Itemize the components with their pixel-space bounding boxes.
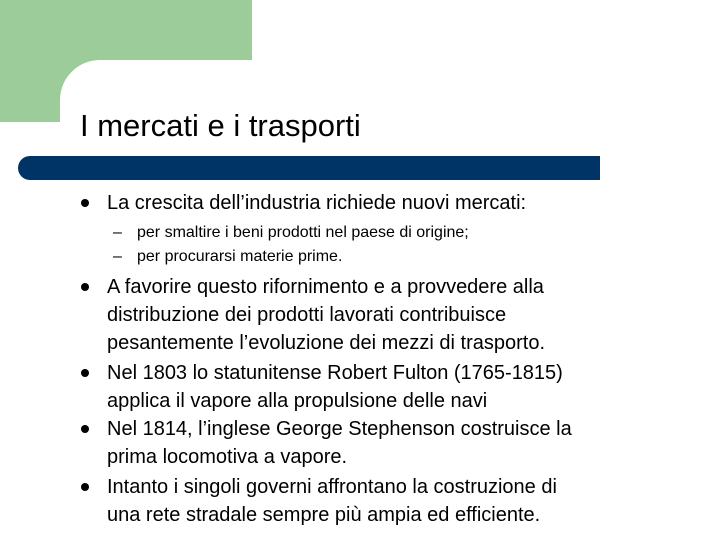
bullet-text <box>107 415 687 471</box>
bullet-marker <box>81 483 89 491</box>
bullet-line: Intanto i singoli governi affrontano la costruzione di <box>107 476 557 498</box>
bullet-marker <box>81 425 89 433</box>
bullet-marker <box>81 283 89 291</box>
sub-bullet-dash: – <box>113 224 122 241</box>
bullet-text <box>107 359 687 415</box>
bullet-marker <box>81 199 89 207</box>
sub-bullet-text: per smaltire i beni prodotti nel paese di origine; <box>137 224 469 241</box>
bullet-text <box>107 189 687 217</box>
bullet-line: A favorire questo rifornimento e a provvedere alla <box>107 276 544 298</box>
bullet-marker <box>81 369 89 377</box>
slide-title: I mercati e i trasporti <box>80 108 361 143</box>
sub-bullet-text: per procurarsi materie prime. <box>137 248 343 265</box>
bullet-line: prima locomotiva a vapore. <box>107 446 348 468</box>
bullet-line: una rete stradale sempre più ampia ed efficiente. <box>107 504 541 526</box>
bullet-line: Nel 1803 lo statunitense Robert Fulton (1765-1815) <box>107 362 563 384</box>
bullet-line: applica il vapore alla propulsione delle navi <box>107 390 488 412</box>
bullet-line: distribuzione dei prodotti lavorati contribuisce <box>107 304 507 326</box>
bullet-line: pesantemente l’evoluzione dei mezzi di trasporto. <box>107 332 546 354</box>
bullet-text <box>107 273 687 357</box>
bullet-text <box>107 473 687 529</box>
bullet-line: La crescita dell’industria richiede nuovi mercati: <box>107 192 527 214</box>
bullet-line: Nel 1814, l’inglese George Stephenson costruisce la <box>107 418 572 440</box>
sub-bullet-dash: – <box>113 248 122 265</box>
